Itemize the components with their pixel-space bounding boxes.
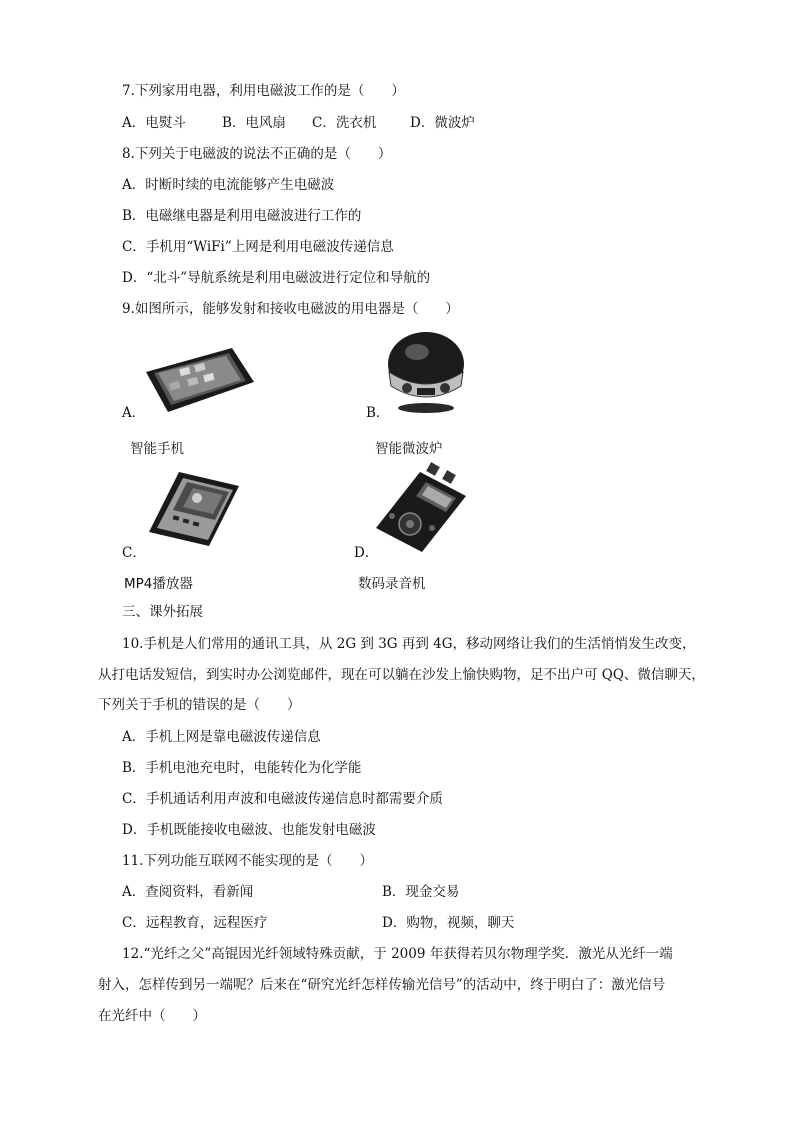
q11-option-a: A．查阅资料，看新闻 <box>122 884 254 900</box>
q9-caption-c: MP4播放器 <box>124 576 193 592</box>
q10-option-b: B．手机电池充电时，电能转化为化学能 <box>122 760 362 776</box>
q8-option-a: A．时断时续的电流能够产生电磁波 <box>122 177 335 193</box>
q8-option-d: D．“北斗”导航系统是利用电磁波进行定位和导航的 <box>122 270 431 286</box>
q8-option-c: C．手机用“WiFi”上网是利用电磁波传递信息 <box>122 239 394 255</box>
microwave-image <box>383 330 469 414</box>
q9-letter-b: B． <box>366 405 390 421</box>
q9-caption-b: 智能微波炉 <box>375 441 443 457</box>
section-heading: 三、课外拓展 <box>122 604 203 620</box>
q12-stem-line-1: 12.“光纤之父”高锟因光纤领域特殊贡献，于 2009 年获得若贝尔物理学奖．激光从光纤一端 <box>122 946 673 962</box>
q10-option-c: C．手机通话利用声波和电磁波传递信息时都需要介质 <box>122 791 443 807</box>
q10-option-d: D．手机既能接收电磁波、也能发射电磁波 <box>122 822 376 838</box>
q9-letter-a: A． <box>122 405 146 421</box>
q10-option-a: A．手机上网是靠电磁波传递信息 <box>122 729 321 745</box>
q10-stem-line-3: 下列关于手机的错误的是（ ） <box>98 697 301 713</box>
q9-letter-d: D． <box>354 545 379 561</box>
q7-option-c: C．洗衣机 <box>312 115 377 131</box>
q7-option-a: A．电熨斗 <box>122 115 186 131</box>
q11-option-b: B．现金交易 <box>382 884 460 900</box>
q11-option-c: C．远程教育，远程医疗 <box>122 915 268 931</box>
q12-stem-line-2: 射入，怎样传到另一端呢？后来在“研究光纤怎样传输光信号”的活动中，终于明白了：激光信号 <box>98 977 666 993</box>
mp4-player-image <box>145 468 243 550</box>
q11-option-d: D．购物，视频，聊天 <box>382 915 515 931</box>
q10-stem-line-1: 10.手机是人们常用的通讯工具，从 2G 到 3G 再到 4G，移动网络让我们的生活悄悄发生改变， <box>122 636 696 652</box>
q9-letter-c: C． <box>122 545 146 561</box>
q7-stem: 7.下列家用电器，利用电磁波工作的是（ ） <box>122 83 405 99</box>
q9-caption-d: 数码录音机 <box>358 576 426 592</box>
q7-option-b: B．电风扇 <box>222 115 286 131</box>
q9-caption-a: 智能手机 <box>130 441 184 457</box>
voice-recorder-image <box>372 462 472 556</box>
q12-stem-line-3: 在光纤中（ ） <box>98 1008 206 1024</box>
q10-stem-line-2: 从打电话发短信，到实时办公浏览邮件，现在可以躺在沙发上愉快购物，足不出户可 QQ、微信聊天， <box>98 667 705 683</box>
q9-stem: 9.如图所示，能够发射和接收电磁波的用电器是（ ） <box>122 301 459 317</box>
smartphone-image <box>140 342 258 418</box>
q8-option-b: B．电磁继电器是利用电磁波进行工作的 <box>122 208 362 224</box>
q11-stem: 11.下列功能互联网不能实现的是（ ） <box>122 853 373 869</box>
q8-stem: 8.下列关于电磁波的说法不正确的是（ ） <box>122 146 392 162</box>
q7-option-d: D．微波炉 <box>410 115 475 131</box>
